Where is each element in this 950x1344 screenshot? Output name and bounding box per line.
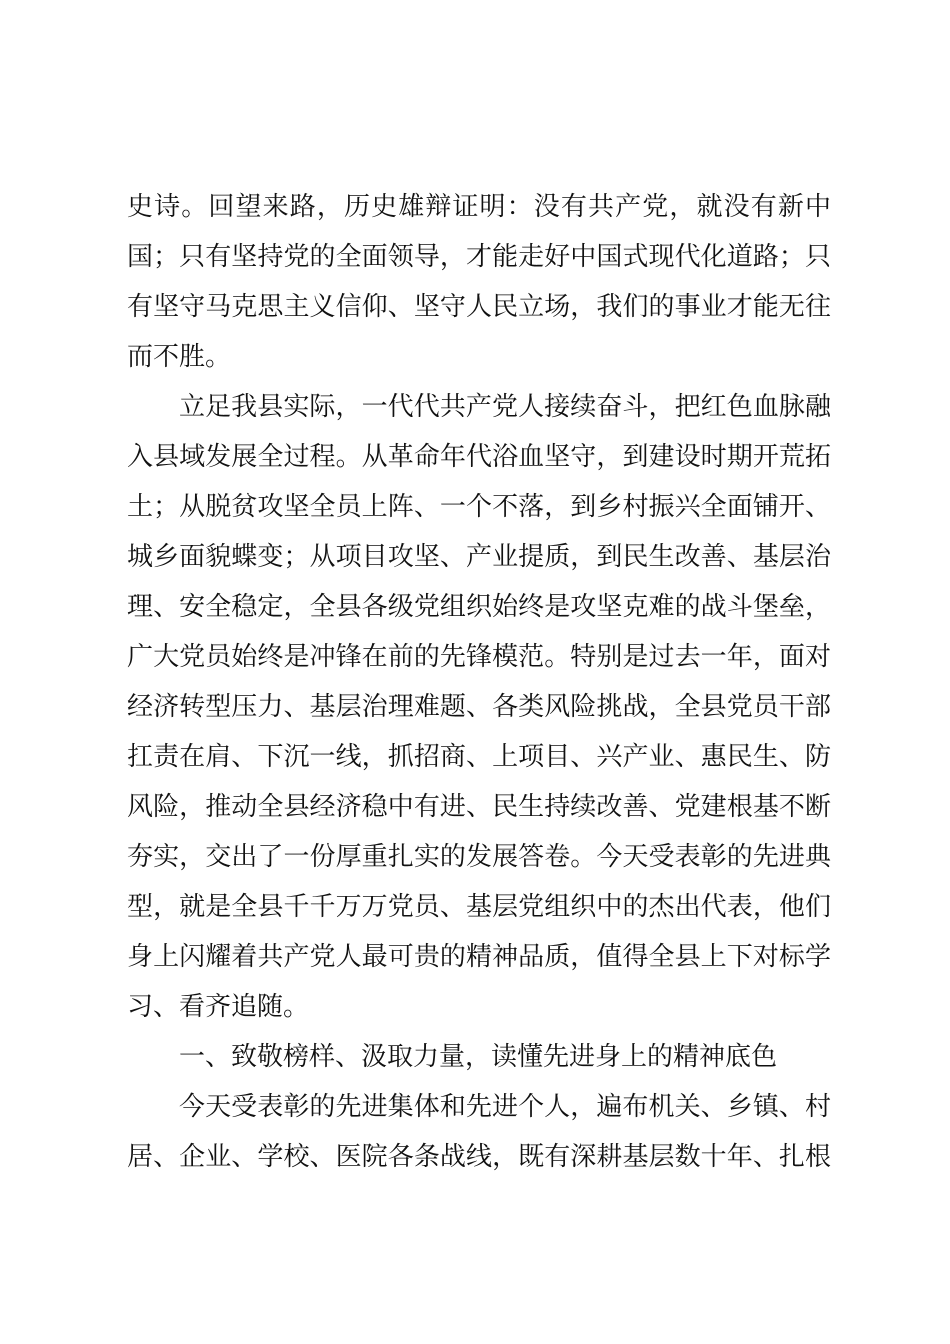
text-line: 今天受表彰的先进集体和先进个人，遍布机关、乡镇、村 — [179, 1092, 831, 1122]
text-line: 理、安全稳定，全县各级党组织始终是攻坚克难的战斗堡垒， — [127, 592, 831, 622]
text-line: 而不胜。 — [127, 342, 232, 372]
text-line: 身上闪耀着共产党人最可贵的精神品质，值得全县上下对标学 — [127, 942, 831, 972]
paragraph-3 — [127, 1082, 831, 1182]
text-line: 土；从脱贫攻坚全员上阵、一个不落，到乡村振兴全面铺开、 — [127, 492, 831, 522]
text-line: 型，就是全县千千万万党员、基层党组织中的杰出代表，他们 — [127, 892, 831, 922]
text-line: 经济转型压力、基层治理难题、各类风险挑战，全县党员干部 — [127, 692, 831, 722]
text-line: 城乡面貌蝶变；从项目攻坚、产业提质，到民生改善、基层治 — [127, 542, 831, 572]
document-body — [127, 182, 831, 1182]
text-line: 有坚守马克思主义信仰、坚守人民立场，我们的事业才能无往 — [127, 292, 831, 322]
text-line: 风险，推动全县经济稳中有进、民生持续改善、党建根基不断 — [127, 792, 831, 822]
text-line: 入县域发展全过程。从革命年代浴血坚守，到建设时期开荒拓 — [127, 442, 831, 472]
section-heading: 一、致敬榜样、汲取力量，读懂先进身上的精神底色 — [179, 1042, 778, 1072]
text-line: 广大党员始终是冲锋在前的先锋模范。特别是过去一年，面对 — [127, 642, 831, 672]
paragraph-1 — [127, 182, 831, 382]
paragraph-2 — [127, 382, 831, 1032]
section-heading-1 — [127, 1032, 831, 1082]
text-line: 习、看齐追随。 — [127, 992, 310, 1022]
text-line: 国；只有坚持党的全面领导，才能走好中国式现代化道路；只 — [127, 242, 831, 272]
text-line: 史诗。回望来路，历史雄辩证明：没有共产党，就没有新中 — [127, 192, 831, 222]
text-line: 夯实，交出了一份厚重扎实的发展答卷。今天受表彰的先进典 — [127, 842, 831, 872]
text-line: 立足我县实际，一代代共产党人接续奋斗，把红色血脉融 — [179, 392, 831, 422]
text-line: 扛责在肩、下沉一线，抓招商、上项目、兴产业、惠民生、防 — [127, 742, 831, 772]
text-line: 居、企业、学校、医院各条战线，既有深耕基层数十年、扎根 — [127, 1142, 831, 1172]
